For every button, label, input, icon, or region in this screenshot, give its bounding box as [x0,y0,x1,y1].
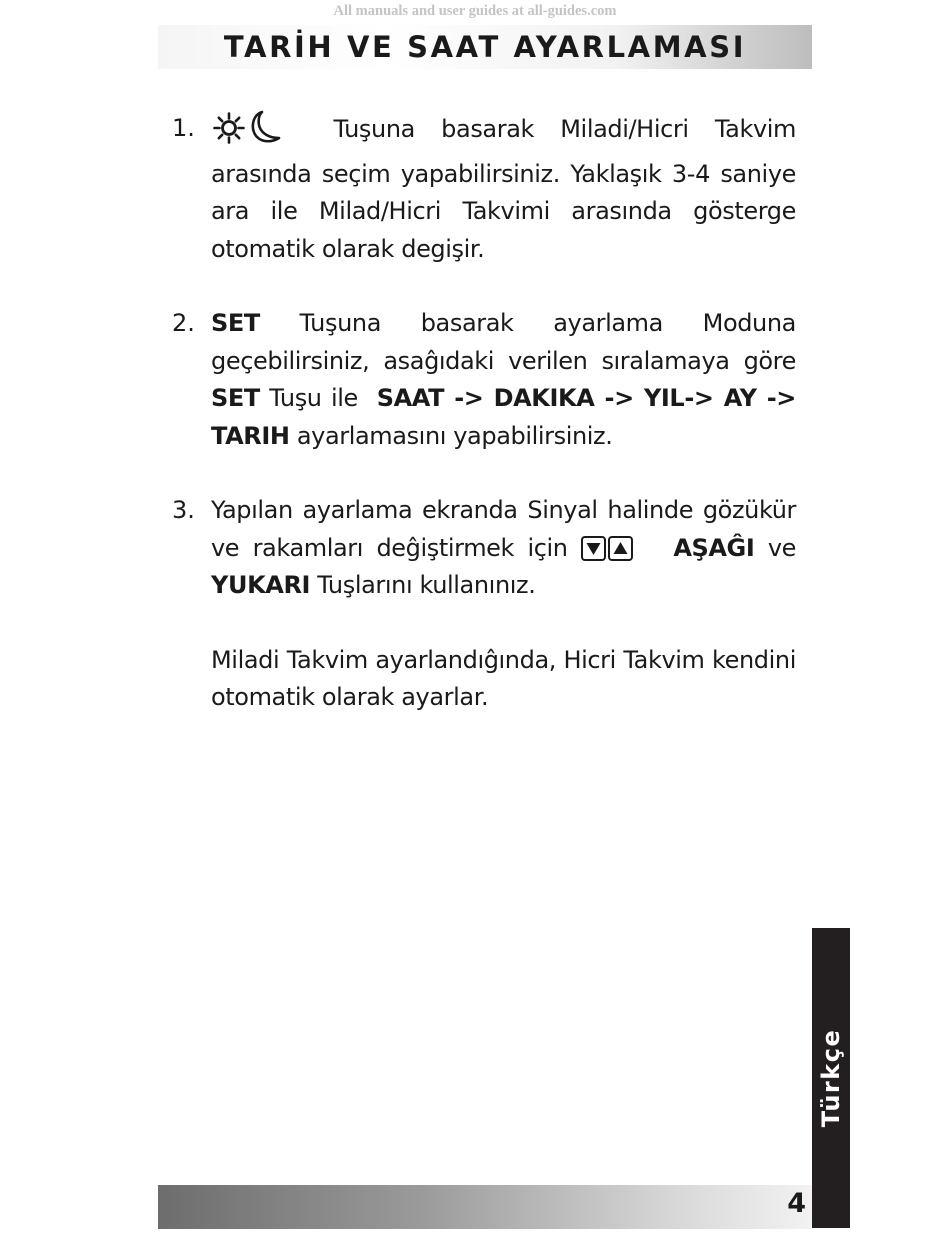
item-2-text-c: ayarlamasını yapabilirsiniz. [296,421,613,450]
setting-sequence: SAAT -> DAKIKA -> YIL-> AY -> TARIH [211,384,796,450]
instructions [172,110,796,717]
item-3-text-b: Tuşlarını kullanınız. [317,571,536,599]
item-text [211,110,796,268]
page-number: 4 [787,1188,806,1219]
item-2-text-b: Tuşu ile [269,384,358,412]
item-number: 2. [172,309,195,337]
and-word: ve [767,533,797,562]
set-label-2: SET [211,384,260,412]
footer-bar [158,1185,812,1229]
page-title: TARİH VE SAAT AYARLAMASI [223,30,747,64]
item-number: 1. [172,114,195,142]
item-1-text: Tuşuna basarak Miladi/Hicri Takvim arasında seçim yapabilirsiniz. Yaklaşık 3-4 saniye ara ile Milad/Hicri Takvimi arasında gösterge otomatik olarak degişir. [211,115,797,263]
up-arrow-key-icon [608,536,633,561]
set-label: SET [211,309,260,337]
instruction-item-1 [172,110,796,268]
note-paragraph: Miladi Takvim ayarlandıĝında, Hicri Takvim kendini otomatik olarak ayarlar. [211,645,796,711]
down-arrow-key-icon [581,536,606,561]
language-tab-label: Türkçe [817,1028,845,1128]
watermark: All manuals and user guides at all-guides.com [333,3,617,19]
moon-icon [247,110,281,156]
up-label: YUKARI [211,571,311,599]
item-number: 3. [172,496,195,524]
down-label: AŞAĜI [673,533,755,562]
instruction-item-3 [172,492,796,605]
item-3-text-a: Yapılan ayarlama ekranda Sinyal halinde gözükür ve rakamları deĝiştirmek için [211,496,796,562]
item-text [211,305,796,455]
item-text [211,492,796,605]
instruction-item-2 [172,305,796,455]
item-2-text-a: Tuşuna basarak ayarlama Moduna geçebilirsiniz, asaĝıdaki verilen sıralamaya göre [211,309,796,375]
sun-icon [211,112,247,156]
